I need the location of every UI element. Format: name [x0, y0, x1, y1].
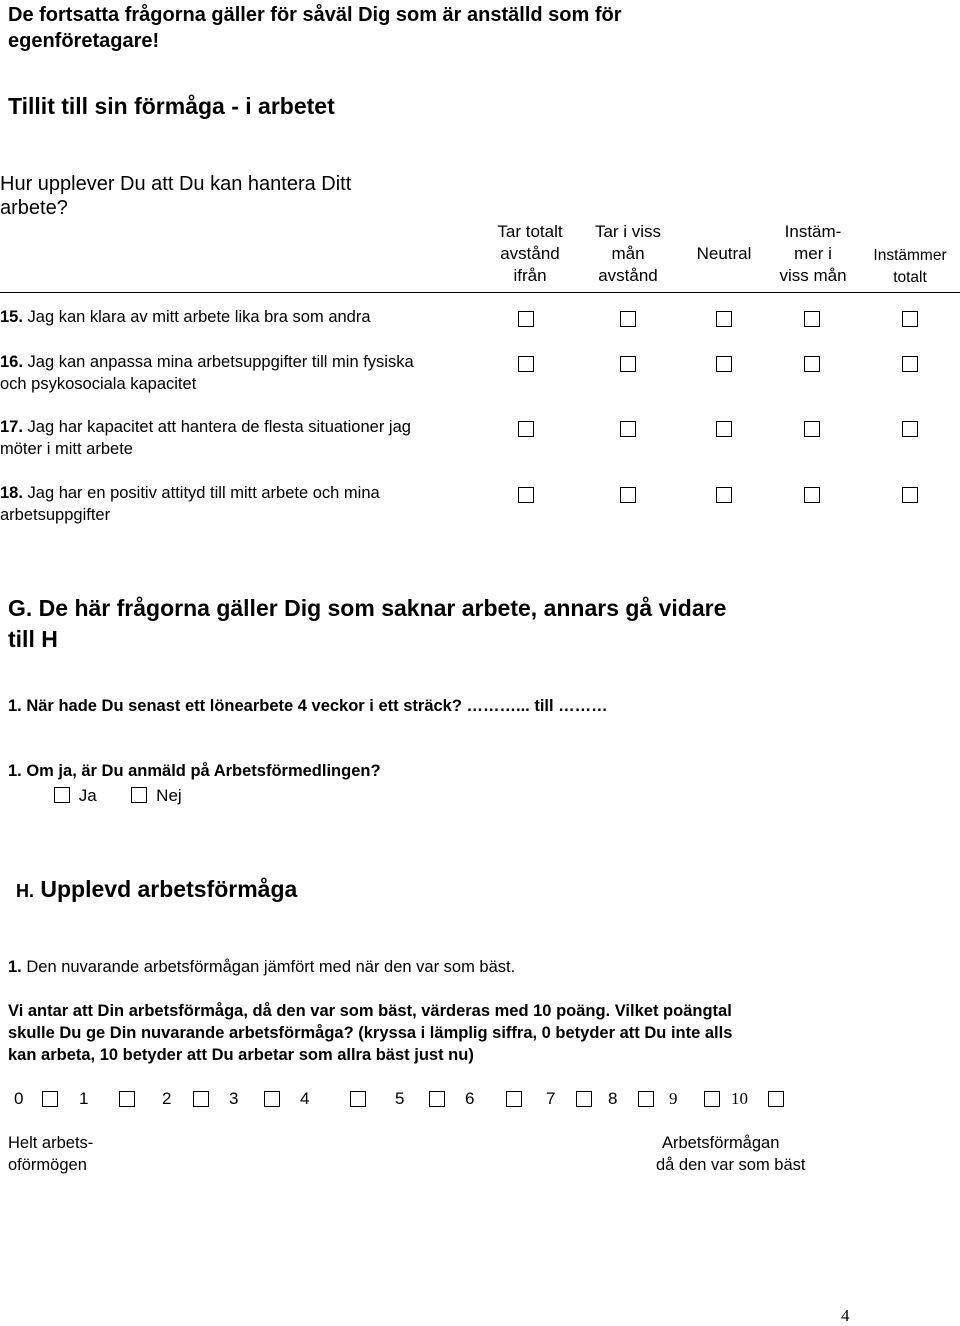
scale-label-10: 10	[731, 1089, 748, 1108]
scale-checkbox-2[interactable]	[193, 1091, 209, 1107]
q18-checkbox-3[interactable]	[716, 487, 732, 503]
q16-checkbox-2[interactable]	[620, 356, 636, 372]
yes-no-options	[54, 786, 182, 806]
q16-checkbox-5[interactable]	[902, 356, 918, 372]
scale-header-2: Tar i viss mån avstånd	[594, 222, 662, 285]
scale-checkbox-4[interactable]	[350, 1091, 366, 1107]
q18-checkbox-2[interactable]	[620, 487, 636, 503]
scale-label-4: 4	[300, 1089, 310, 1108]
page-number: 4	[841, 1306, 850, 1325]
scale-label-8: 8	[608, 1089, 618, 1108]
q16-checkbox-3[interactable]	[716, 356, 732, 372]
section-title: Tillit till sin förmåga - i arbetet	[8, 93, 335, 119]
section-g-question-2: 1. Om ja, är Du anmäld på Arbetsförmedlingen?	[8, 762, 381, 780]
ability-scale	[0, 1089, 960, 1113]
scale-left-label: Helt arbets- oförmögen	[8, 1134, 94, 1174]
yes-checkbox[interactable]	[54, 787, 70, 803]
header-rule	[0, 292, 960, 293]
section-h-question-1: 1. Den nuvarande arbetsförmågan jämfört med när den var som bäst.	[8, 958, 516, 976]
q15-checkbox-2[interactable]	[620, 311, 636, 327]
no-checkbox[interactable]	[131, 787, 147, 803]
yes-label: Ja	[78, 786, 97, 805]
scale-header-3: Neutral	[696, 244, 752, 263]
q17-checkbox-5[interactable]	[902, 421, 918, 437]
scale-label-0: 0	[14, 1089, 24, 1108]
scale-checkbox-10[interactable]	[768, 1091, 784, 1107]
q17-checkbox-4[interactable]	[804, 421, 820, 437]
q18-checkbox-4[interactable]	[804, 487, 820, 503]
scale-label-3: 3	[229, 1089, 239, 1108]
scale-checkbox-8[interactable]	[638, 1091, 654, 1107]
q18-checkbox-5[interactable]	[902, 487, 918, 503]
scale-right-label: Arbetsförmågan då den var som bäst	[656, 1134, 806, 1174]
scale-checkbox-0[interactable]	[42, 1091, 58, 1107]
section-g-question-1: 1. När hade Du senast ett lönearbete 4 veckor i ett sträck? ………... till ………	[8, 697, 608, 715]
section-h-instruction: Vi antar att Din arbetsförmåga, då den var som bäst, värderas med 10 poäng. Vilket poängtal skulle Du ge Din nuvarande arbetsförmåga? (kryssa i lämplig siffra, 0 betyder att Du inte alls kan arbeta, 10 betyder att Du arbetar som allra bäst just nu)	[8, 1002, 733, 1064]
scale-label-1: 1	[79, 1089, 89, 1108]
scale-label-2: 2	[162, 1089, 172, 1108]
q15-checkbox-5[interactable]	[902, 311, 918, 327]
scale-checkbox-9[interactable]	[704, 1091, 720, 1107]
section-g-title: G. De här frågorna gäller Dig som saknar arbete, annars gå vidare till H	[8, 595, 727, 652]
q17-checkbox-1[interactable]	[518, 421, 534, 437]
scale-checkbox-3[interactable]	[264, 1091, 280, 1107]
q17-checkbox-3[interactable]	[716, 421, 732, 437]
intro-line-1: De fortsatta frågorna gäller för såväl Dig som är anställd som för	[8, 4, 622, 26]
no-label: Nej	[156, 786, 182, 805]
scale-checkbox-7[interactable]	[576, 1091, 592, 1107]
q15-checkbox-1[interactable]	[518, 311, 534, 327]
q16-checkbox-4[interactable]	[804, 356, 820, 372]
question-16: 16. Jag kan anpassa mina arbetsuppgifter till min fysiska och psykosociala kapacitet	[0, 353, 414, 393]
scale-label-6: 6	[465, 1089, 475, 1108]
scale-checkbox-1[interactable]	[119, 1091, 135, 1107]
q15-checkbox-4[interactable]	[804, 311, 820, 327]
intro-text	[8, 2, 622, 54]
question-18: 18. Jag har en positiv attityd till mitt arbete och mina arbetsuppgifter	[0, 484, 380, 524]
scale-header-4: Instäm- mer i viss mån	[779, 222, 847, 285]
scale-label-7: 7	[546, 1089, 556, 1108]
scale-header-1: Tar totalt avstånd ifrån	[497, 222, 563, 285]
section-h-title: H. Upplevd arbetsförmåga	[16, 876, 298, 902]
question-header-line-2: arbete?	[0, 197, 68, 219]
scale-label-5: 5	[395, 1089, 405, 1108]
question-header	[0, 172, 351, 220]
scale-label-9: 9	[669, 1089, 678, 1108]
q17-checkbox-2[interactable]	[620, 421, 636, 437]
q16-checkbox-1[interactable]	[518, 356, 534, 372]
scale-checkbox-5[interactable]	[429, 1091, 445, 1107]
question-header-line-1: Hur upplever Du att Du kan hantera Ditt	[0, 173, 352, 195]
intro-line-2: egenföretagare!	[8, 30, 160, 52]
question-15: 15. Jag kan klara av mitt arbete lika bra som andra	[0, 308, 371, 326]
q18-checkbox-1[interactable]	[518, 487, 534, 503]
scale-checkbox-6[interactable]	[506, 1091, 522, 1107]
q15-checkbox-3[interactable]	[716, 311, 732, 327]
scale-header-5: Instämmer totalt	[873, 247, 947, 286]
question-17: 17. Jag har kapacitet att hantera de flesta situationer jag möter i mitt arbete	[0, 418, 411, 458]
